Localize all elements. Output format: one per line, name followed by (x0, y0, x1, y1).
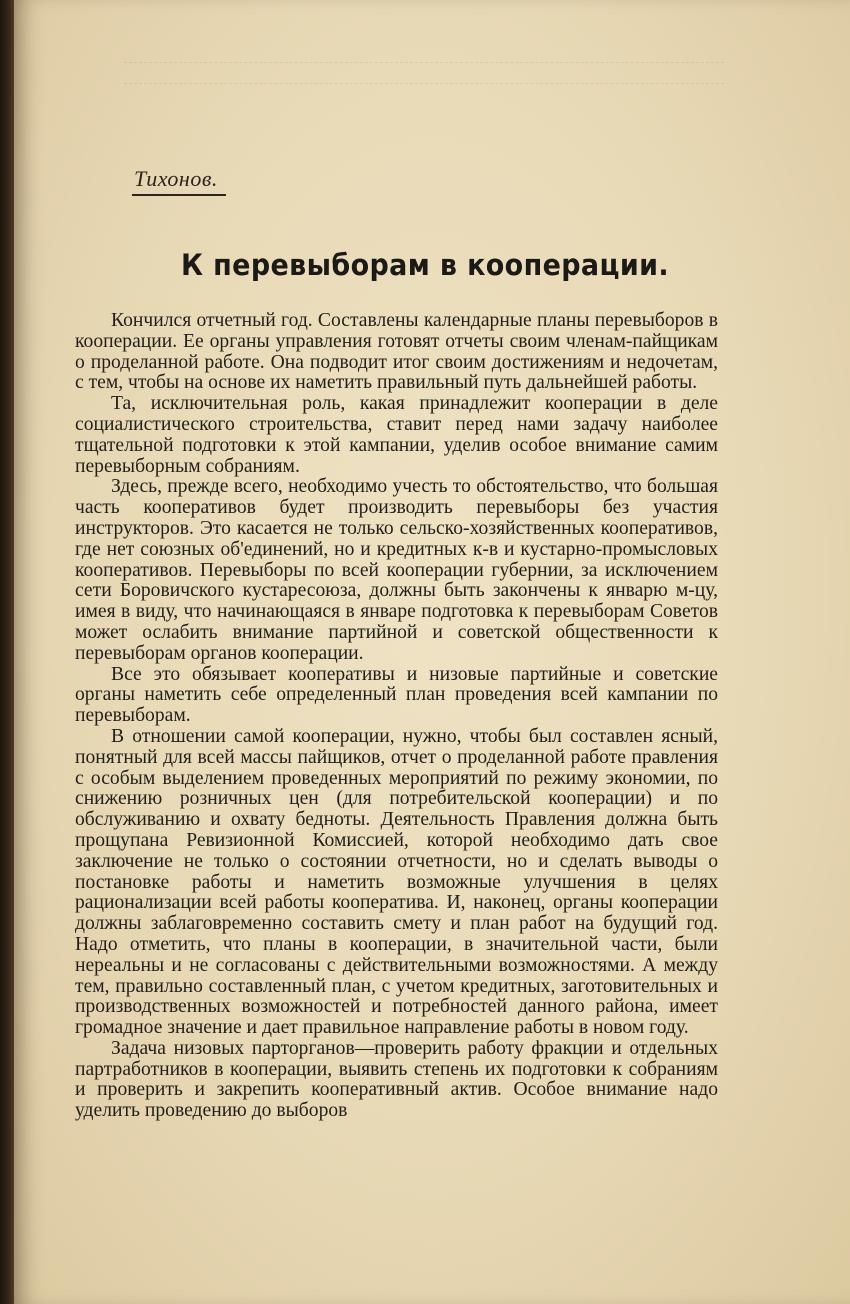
bleed-through-text (124, 62, 724, 84)
paragraph: В отношении самой кооперации, нужно, чтобы был составлен ясный, понятный для всей массы пайщиков, отчет о проделанной работе правления с особым выделением проведенных мероприятий по режиму экономии, по снижению розничных цен (для потребительской кооперации) и по обслуживанию и охвату бедноты. Деятельность Правления должна быть прощупана Ревизионной Комиссией, которой необходимо дать свое заключение не только о состоянии отчетности, но и сделать выводы о постановке работы и наметить возможные улучшения в целях рационализации всей работы кооператива. И, наконец, органы кооперации должны заблаговременно составить смету и план работ на будущий год. Надо отметить, что планы в кооперации, в значительной части, были нереальны и не согласованы с действительными возможностями. А между тем, правильно составленный план, с учетом кредитных, заготовительных и производственных возможностей и потребностей данного района, имеет громадное значение и дает правильное направление работы в новом году. (75, 725, 718, 1039)
paragraph: Задача низовых парторганов—проверить работу фракции и отдельных партработников в кооперации, выявить степень их подготовки к собраниям и проверить и закрепить кооперативный актив. Особое внимание надо уделить проведению до выборов (75, 1037, 718, 1122)
paragraph: Та, исключительная роль, какая принадлежит кооперации в деле социалистического строительства, ставит перед нами задачу наиболее тщательной подготовки к этой кампании, уделив особое внимание самим перевыборным собраниям. (75, 393, 718, 477)
paragraph: Здесь, прежде всего, необходимо учесть то обстоятельство, что большая часть кооперативов будет производить перевыборы без участия инструкторов. Это касается не только сельско-хозяйственных кооперативов, где нет союзных об'единений, но и кредитных к-в и кустарно-промысловых кооперативов. Перевыборы по всей кооперации губернии, за исключением сети Боровичского кустаресоюза, должны быть закончены к январю м-цу, имея в виду, что начинающаяся в январе подготовка к перевыборам Советов может ослабить внимание партийной и советской общественности к перевыборам органов кооперации. (75, 476, 718, 664)
paragraph: Кончился отчетный год. Составлены календарные планы перевыборов в кооперации. Ее органы управления готовят отчеты своим членам-пайщикам о проделанной работе. Она подводит итог своим достижениям и недочетам, с тем, чтобы на основе их наметить правильный путь дальнейшей работы. (75, 310, 718, 394)
author-underline (132, 194, 226, 196)
article-body (75, 311, 718, 1122)
author-name: Тихонов. (134, 166, 218, 191)
paragraph: Все это обязывает кооперативы и низовые партийные и советские органы наметить себе определенный план проведения всей кампании по перевыборам. (75, 663, 718, 727)
article-title: К перевыборам в кооперации. (180, 248, 670, 282)
